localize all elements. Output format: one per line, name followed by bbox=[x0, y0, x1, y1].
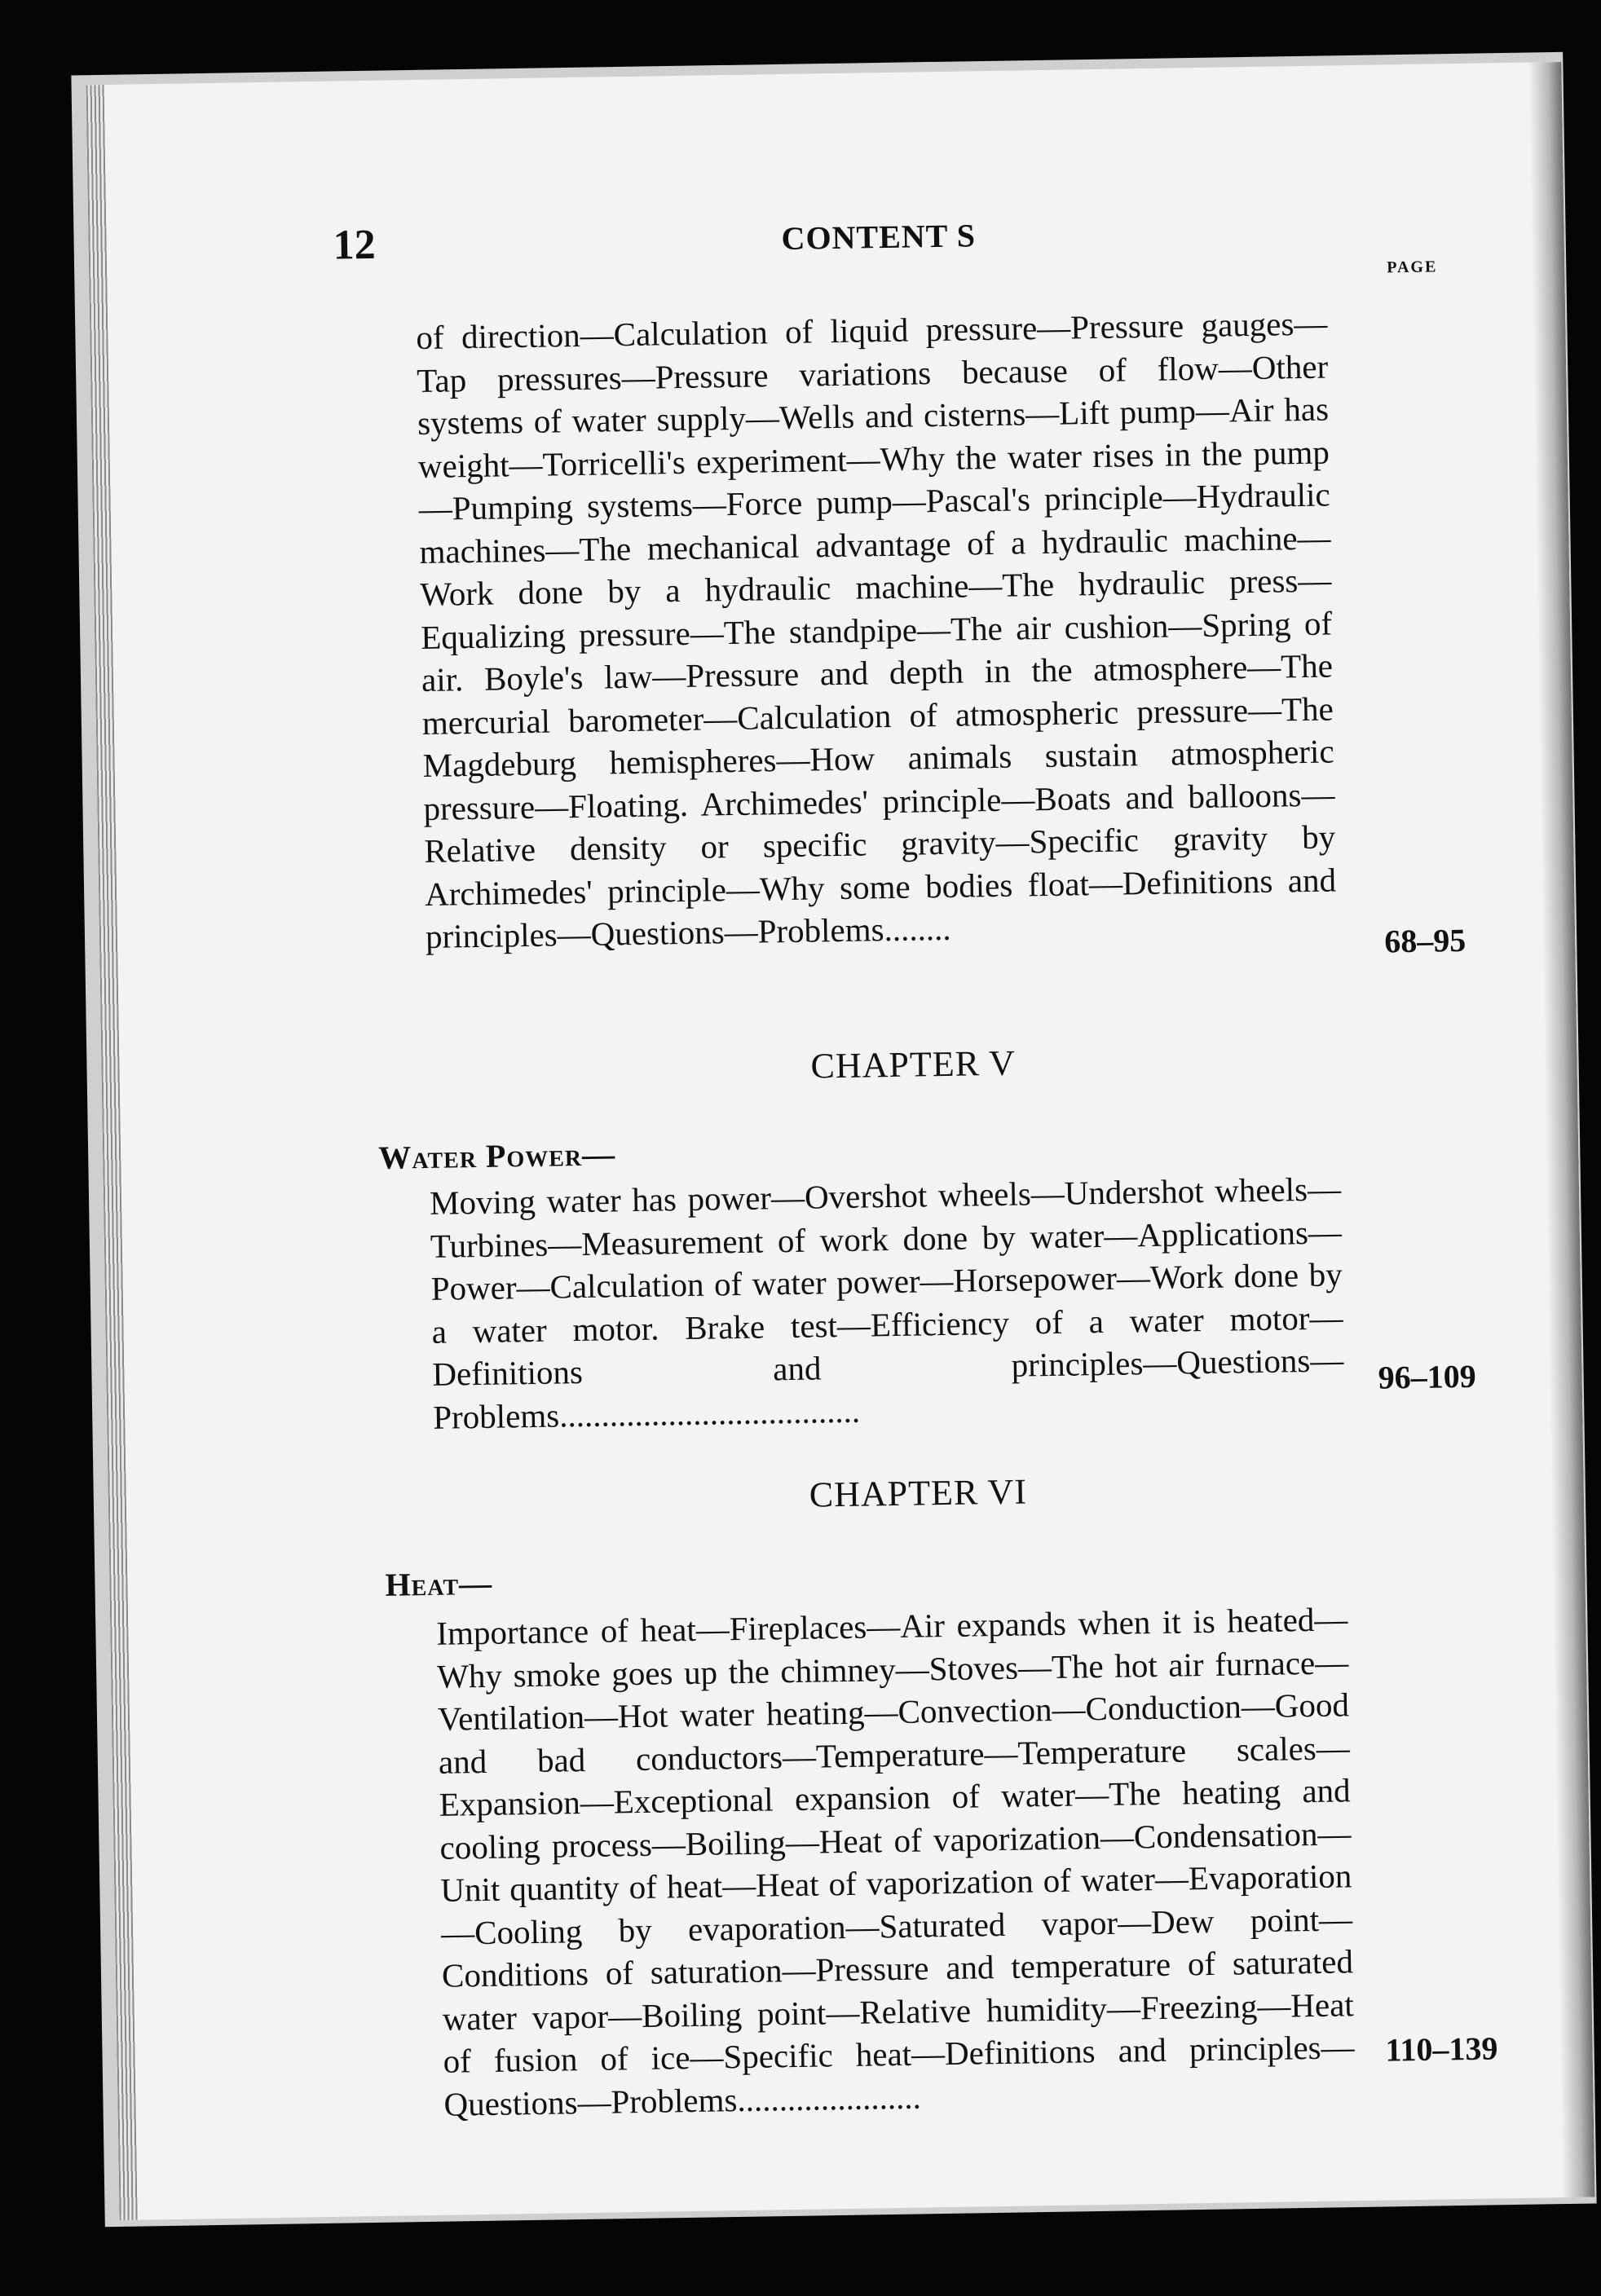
page-edge-shadow bbox=[1528, 62, 1594, 2197]
toc-entry-continued-text: of direction—Calculation of liquid pressure—Pressure gauges—Tap pressures—Pressure variations because of flow—Other systems of water supply—Wells and cisterns—Lift pump—Air has weight—Torricelli's experiment—Why the water rises in the pump—Pumping systems—Force pump—Pascal's principle—Hydraulic machines—The mechanical advantage of a hydraulic machine—Work done by a hydraulic machine—The hydraulic press—Equalizing pressure—The standpipe—The air cushion—Spring of air. Boyle's law—Pressure and depth in the atmosphere—The mercurial barometer—Calculation of atmospheric pressure—The Magdeburg hemispheres—How animals sustain atmospheric pressure—Floating. Archimedes' principle—Boats and balloons—Relative density or specific gravity—Specific gravity by Archimedes' principle—Why some bodies float—Definitions and principles—Questions—Problems........ bbox=[416, 304, 1337, 955]
book-page bbox=[86, 62, 1595, 2220]
chapter-v-contents: Moving water has power—Overshot wheels—Undershot wheels—Turbines—Measurement of work done by water—Applications—Power—Calculation of water power—Horsepower—Work done by a water motor. Brake test—Efficiency of a water motor—Definitions and principles—Questions—Problems.................................... bbox=[429, 1170, 1344, 1436]
chapter-v-pages: 96–109 bbox=[1378, 1357, 1476, 1396]
toc-entry-continued-pages: 68–95 bbox=[1383, 921, 1466, 960]
chapter-vi-heading: CHAPTER VI bbox=[809, 1471, 1028, 1515]
running-head-title: CONTENT S bbox=[781, 217, 977, 257]
chapter-vi-contents: Importance of heat—Fireplaces—Air expands when it is heated—Why smoke goes up the chimney—Stoves—The hot air furnace—Ventilation—Hot water heating—Convection—Conduction—Good and bad conductors—Temperature—Temperature scales—Expansion—Exceptional expansion of water—The heating and cooling process—Boiling—Heat of vaporization—Condensation—Unit quantity of heat—Heat of vaporization of water—Evaporation—Cooling by evaporation—Saturated vapor—Dew point—Conditions of saturation—Pressure and temperature of saturated water vapor—Boiling point—Relative humidity—Freezing—Heat of fusion of ice—Specific heat—Definitions and principles—Questions—Problems...................... bbox=[436, 1600, 1355, 2123]
chapter-v-section-title: Water Power— bbox=[377, 1135, 616, 1176]
chapter-v-heading: CHAPTER V bbox=[810, 1042, 1017, 1086]
page-column-label: PAGE bbox=[1387, 258, 1438, 277]
chapter-vi-pages: 110–139 bbox=[1385, 2029, 1498, 2069]
page-number: 12 bbox=[333, 221, 377, 269]
chapter-vi-section-title: Heat— bbox=[385, 1564, 493, 1603]
